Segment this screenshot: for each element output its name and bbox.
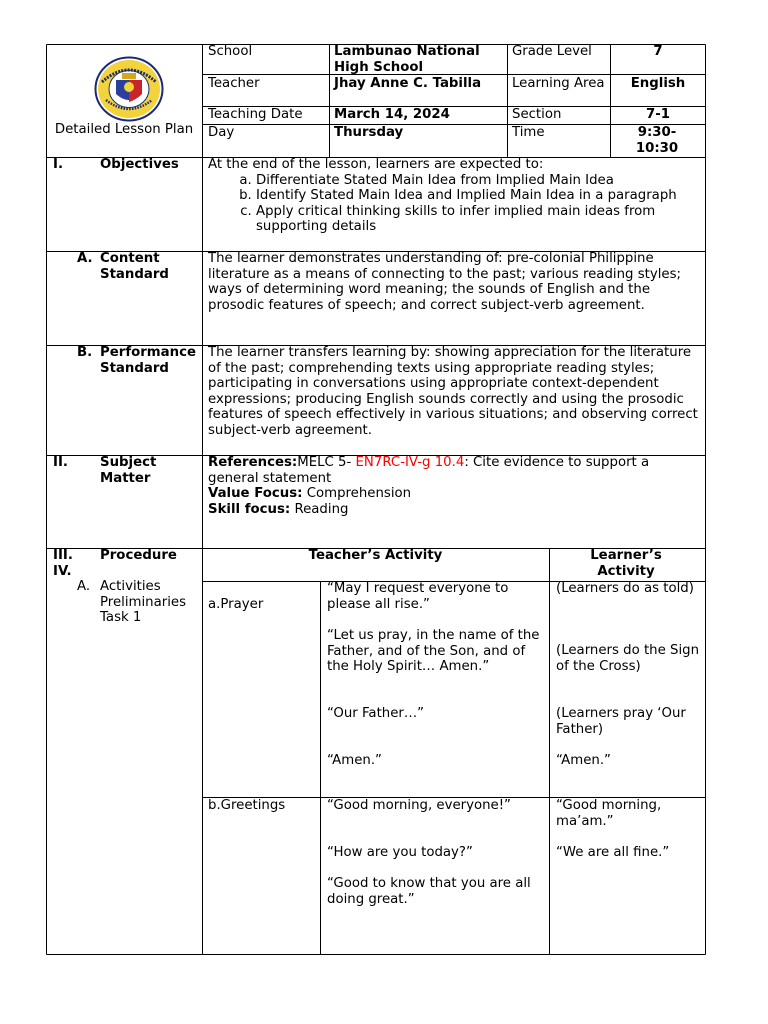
teacher-value: Jhay Anne C. Tabilla bbox=[334, 76, 482, 91]
time-label: Time bbox=[512, 125, 545, 140]
objectives-list bbox=[208, 173, 702, 235]
activities-label: Activities Preliminaries Task 1 bbox=[100, 579, 187, 625]
content-standard-letter: A. bbox=[77, 251, 93, 266]
prayer-teacher-line: “Let us pray, in the name of the Father, and of the Son, and of the Holy Spirit… Amen.” bbox=[327, 628, 540, 674]
subject-matter-content bbox=[208, 455, 702, 517]
references-line bbox=[208, 455, 702, 486]
learning-area-value: English bbox=[630, 76, 686, 91]
procedure-heading: Procedure bbox=[100, 548, 177, 563]
objective-item: a. Differentiate Stated Main Idea from Implied Main Idea bbox=[256, 173, 702, 189]
subject-matter-number: II. bbox=[53, 455, 68, 470]
value-focus-text: Comprehension bbox=[302, 486, 412, 501]
greetings-teacher-line: “Good morning, everyone!” bbox=[327, 798, 511, 813]
skill-focus-text: Reading bbox=[290, 501, 349, 517]
performance-standard-text: The learner transfers learning by: showing appreciation for the literature of the past; comprehending texts using appropriate reading styles; participating in conversations using appropriate context-dependent expressions; producing English sounds correctly and using the prosodic features of speech effectively in various situations; and observing correct subject-verb agreement. bbox=[208, 345, 698, 438]
activities-letter: A. bbox=[77, 579, 91, 594]
teacher-label: Teacher bbox=[208, 76, 260, 91]
greetings-label: b.Greetings bbox=[208, 798, 286, 813]
objectives-number: I. bbox=[53, 157, 63, 172]
school-label: School bbox=[208, 44, 253, 59]
time-value: 9:30-10:30 bbox=[635, 125, 679, 156]
grade-level-value: 7 bbox=[653, 44, 663, 59]
prayer-teacher-line: “Amen.” bbox=[327, 753, 382, 768]
day-label: Day bbox=[208, 125, 235, 140]
day-value: Thursday bbox=[334, 125, 404, 140]
greetings-learner-line: “We are all fine.” bbox=[556, 845, 670, 860]
prayer-teacher-line: “Our Father…” bbox=[327, 706, 425, 721]
content-standard-text: The learner demonstrates understanding of: pre-colonial Philippine literature as a means of connecting to the past; various reading styles; ways of determining word meaning; the sounds of English and the prosodic features of speech; and correct subject-verb agreement. bbox=[208, 251, 681, 313]
deped-seal-logo bbox=[94, 56, 164, 122]
prayer-learner-line: “Amen.” bbox=[556, 753, 611, 768]
prayer-label: a.Prayer bbox=[208, 597, 264, 612]
learning-area-label: Learning Area bbox=[512, 76, 605, 91]
references-label: References: bbox=[208, 455, 298, 470]
subject-matter-heading: Subject Matter bbox=[100, 455, 157, 486]
references-prefix: MELC 5- bbox=[297, 455, 356, 470]
prayer-learner-line: (Learners pray ‘Our Father) bbox=[556, 706, 686, 737]
prayer-teacher-line: “May I request everyone to please all rise.” bbox=[327, 581, 509, 612]
teacher-activity-header: Teacher’s Activity bbox=[308, 548, 443, 563]
greetings-teacher-line: “How are you today?” bbox=[327, 845, 473, 860]
references-suffix: : Cite evidence to support a general statement bbox=[208, 455, 650, 486]
grade-level-label: Grade Level bbox=[512, 44, 592, 59]
teaching-date-label: Teaching Date bbox=[208, 107, 303, 122]
section-label: Section bbox=[512, 107, 562, 122]
greetings-teacher-line: “Good to know that you are all doing great.” bbox=[327, 876, 531, 907]
logo-caption: Detailed Lesson Plan bbox=[54, 122, 194, 137]
competency-code: EN7RC-IV-g 10.4 bbox=[355, 455, 465, 470]
objective-item: b. Identify Stated Main Idea and Implied Main Idea in a paragraph bbox=[256, 188, 702, 204]
content-standard-heading: Content Standard bbox=[100, 251, 169, 282]
value-focus-label: Value Focus: bbox=[208, 486, 303, 501]
section-value: 7-1 bbox=[645, 107, 671, 122]
procedure-number: III. IV. bbox=[53, 548, 73, 579]
performance-standard-heading: Performance Standard bbox=[100, 345, 196, 376]
school-value: Lambunao National High School bbox=[334, 44, 480, 75]
objectives-intro: At the end of the lesson, learners are expected to: bbox=[208, 157, 544, 172]
prayer-learner-line: (Learners do the Sign of the Cross) bbox=[556, 643, 700, 674]
objectives-content bbox=[208, 157, 702, 235]
teaching-date-value: March 14, 2024 bbox=[334, 107, 450, 122]
objectives-heading: Objectives bbox=[100, 157, 179, 172]
greetings-learner-line: “Good morning, ma’am.” bbox=[556, 798, 662, 829]
learner-activity-header: Learner’s Activity bbox=[590, 548, 662, 579]
skill-focus-line bbox=[208, 502, 702, 518]
objective-item: c. Apply critical thinking skills to infer implied main ideas from supporting details bbox=[256, 204, 702, 235]
prayer-learner-line: (Learners do as told) bbox=[556, 581, 694, 596]
value-focus-line bbox=[208, 486, 702, 502]
performance-standard-letter: B. bbox=[77, 345, 93, 360]
skill-focus-label: Skill focus: bbox=[208, 501, 291, 517]
